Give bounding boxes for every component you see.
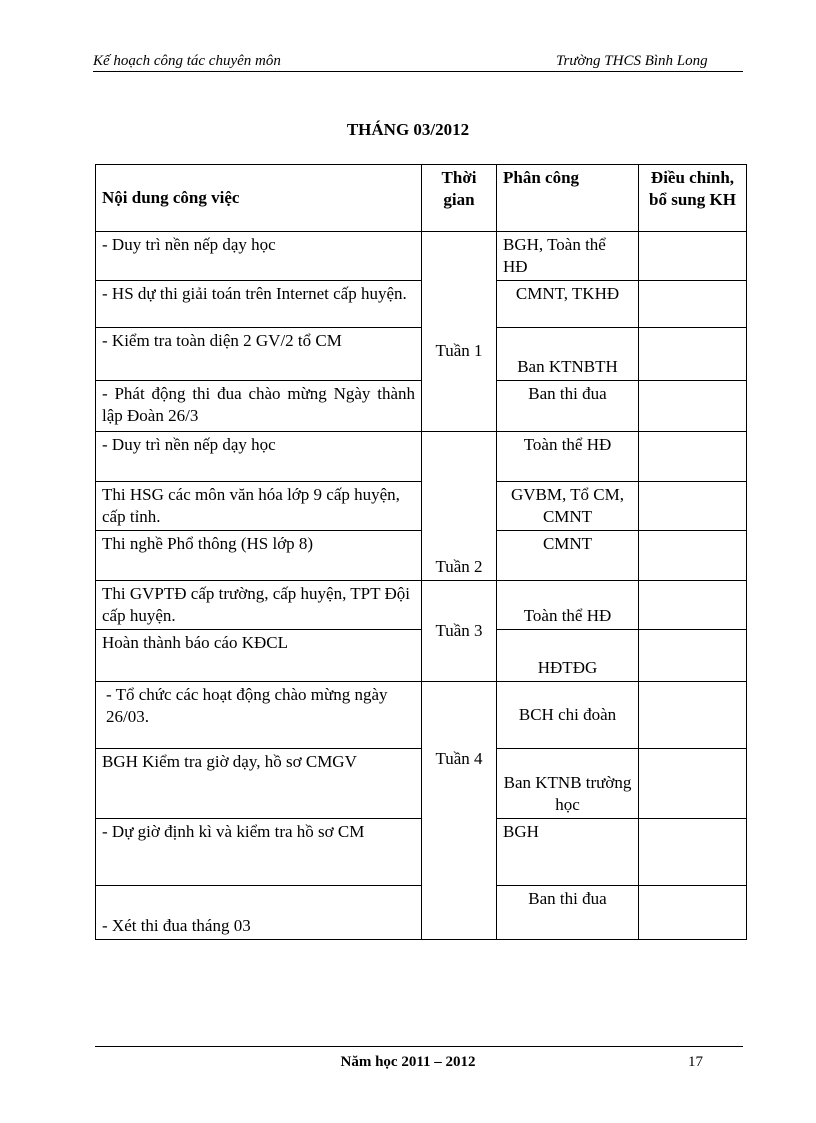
header-rule	[93, 71, 743, 72]
plan-table	[95, 164, 747, 940]
header-doc-title: Kế hoạch công tác chuyên môn	[93, 53, 281, 69]
row-assign: Ban thi đua	[497, 886, 639, 940]
row-adjust	[639, 482, 747, 531]
row-adjust	[639, 581, 747, 630]
row-adjust	[639, 381, 747, 432]
row-assign: HĐTĐG	[497, 630, 639, 682]
row-assign: Toàn thể HĐ	[497, 581, 639, 630]
page-number: 17	[688, 1054, 703, 1070]
row-adjust	[639, 232, 747, 281]
header-content: Nội dung công việc	[96, 165, 422, 232]
row-content: Hoàn thành báo cáo KĐCL	[96, 630, 422, 682]
table-row	[96, 819, 747, 886]
row-content: - Tổ chức các hoạt động chào mừng ngày 26/03.	[96, 682, 422, 749]
row-content: - Duy trì nền nếp dạy học	[96, 432, 422, 482]
row-adjust	[639, 531, 747, 581]
row-adjust	[639, 281, 747, 328]
table-row	[96, 581, 747, 630]
table-row	[96, 432, 747, 482]
table-row	[96, 482, 747, 531]
row-assign: Ban thi đua	[497, 381, 639, 432]
row-content: Thi GVPTĐ cấp trường, cấp huyện, TPT Đội cấp huyện.	[96, 581, 422, 630]
row-content: Thi HSG các môn văn hóa lớp 9 cấp huyện, cấp tỉnh.	[96, 482, 422, 531]
row-adjust	[639, 682, 747, 749]
table-row	[96, 682, 747, 749]
header-school-name: Trường THCS Bình Long	[556, 53, 708, 69]
row-assign: CMNT, TKHĐ	[497, 281, 639, 328]
row-assign: Ban KTNBTH	[497, 328, 639, 381]
table-row	[96, 328, 747, 381]
row-adjust	[639, 432, 747, 482]
row-assign: BGH	[497, 819, 639, 886]
row-content: Thi nghề Phổ thông (HS lớp 8)	[96, 531, 422, 581]
table-row	[96, 281, 747, 328]
table-header-row	[96, 165, 747, 232]
row-content: - Phát động thi đua chào mừng Ngày thành lập Đoàn 26/3	[96, 381, 422, 432]
row-content: BGH Kiểm tra giờ dạy, hồ sơ CMGV	[96, 749, 422, 819]
table-row	[96, 630, 747, 682]
row-assign: BGH, Toàn thể HĐ	[497, 232, 639, 281]
row-adjust	[639, 328, 747, 381]
header-assign: Phân công	[497, 165, 639, 232]
row-content: - HS dự thi giải toán trên Internet cấp huyện.	[96, 281, 422, 328]
week-4-cell: Tuần 4	[422, 682, 497, 940]
row-content: - Xét thi đua tháng 03	[96, 886, 422, 940]
week-3-cell: Tuần 3	[422, 581, 497, 682]
row-adjust	[639, 630, 747, 682]
row-assign: CMNT	[497, 531, 639, 581]
row-content: - Duy trì nền nếp dạy học	[96, 232, 422, 281]
row-content: - Kiểm tra toàn diện 2 GV/2 tổ CM	[96, 328, 422, 381]
row-assign: BCH chi đoàn	[497, 682, 639, 749]
row-adjust	[639, 886, 747, 940]
row-assign: Ban KTNB trường học	[497, 749, 639, 819]
table-row	[96, 232, 747, 281]
row-content: - Dự giờ định kì và kiểm tra hồ sơ CM	[96, 819, 422, 886]
table-row	[96, 749, 747, 819]
header-adjust: Điều chỉnh, bổ sung KH	[639, 165, 747, 232]
table-row	[96, 381, 747, 432]
row-adjust	[639, 749, 747, 819]
header-time: Thời gian	[422, 165, 497, 232]
row-assign: GVBM, Tổ CM, CMNT	[497, 482, 639, 531]
footer-rule	[95, 1046, 743, 1047]
table-row	[96, 531, 747, 581]
footer-school-year: Năm học 2011 – 2012	[340, 1054, 476, 1070]
row-assign: Toàn thể HĐ	[497, 432, 639, 482]
week-2-cell: Tuần 2	[422, 432, 497, 581]
row-adjust	[639, 819, 747, 886]
week-1-cell: Tuần 1	[422, 232, 497, 432]
page-title: THÁNG 03/2012	[346, 120, 470, 139]
table-row	[96, 886, 747, 940]
